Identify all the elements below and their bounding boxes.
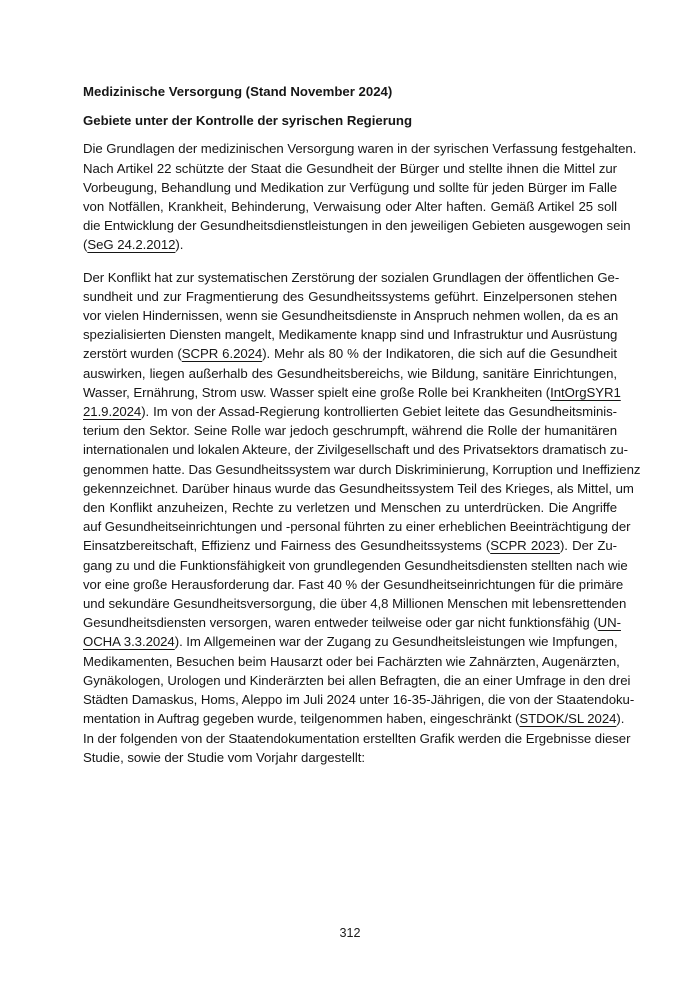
text-segment: Studie, sowie der Studie vom Vorjahr dargestellt: — [83, 749, 365, 765]
text-line — [83, 460, 641, 479]
text-segment: sundheit und zur Fragmentierung des Gesundheitssystems geführt. Einzelpersonen stehen — [83, 288, 617, 304]
paragraph — [83, 139, 637, 254]
reference-link[interactable]: UN- — [597, 615, 621, 631]
text-segment: den Konflikt anzuheizen, Rechte zu verletzen und Menschen zu unterdrücken. Die Angriffe — [83, 500, 617, 516]
text-segment: ). — [175, 237, 184, 253]
text-segment: ( — [83, 237, 88, 253]
text-segment: Wasser, Ernährung, Strom usw. Wasser spielt eine große Rolle bei Krankheiten ( — [83, 384, 551, 400]
reference-link[interactable]: SCPR 2023 — [490, 538, 560, 554]
text-segment: Medikamenten, Besuchen beim Hausarzt oder bei Fachärzten wie Zahnärzten, Augenärzten, — [83, 653, 620, 669]
text-segment: Der Konflikt hat zur systematischen Zerstörung der sozialen Grundlagen der öffentlichen Ge- — [83, 269, 620, 285]
reference-link[interactable]: SeG 24.2.2012 — [87, 237, 176, 253]
text-line — [83, 197, 617, 216]
text-segment: terium den Sektor. Seine Rolle war jedoch geschrumpft, während die Rolle der humanitären — [83, 423, 617, 439]
text-line — [83, 594, 627, 613]
text-line — [83, 440, 629, 459]
text-line — [83, 235, 617, 254]
text-segment: von Notfällen, Krankheit, Behinderung, Verwaisung oder Alter haften. Gemäß Artikel 25 soll — [83, 199, 617, 215]
text-line — [83, 536, 617, 555]
subsection-title: Gebiete unter der Kontrolle der syrischen Regierung — [83, 113, 413, 129]
text-line — [83, 268, 620, 287]
reference-link[interactable]: IntOrgSYR1 — [550, 384, 621, 400]
text-segment: gang zu und die Funktionsfähigkeit von grundlegenden Gesundheitsdiensten stellten nach wie — [83, 557, 628, 573]
text-line — [83, 421, 617, 440]
text-segment: vor eine große Herausforderung dar. Fast 40 % der Gesundheitseinrichtungen für die primäre — [83, 576, 624, 592]
text-segment: Städten Damaskus, Homs, Aleppo im Juli 2024 unter 16-35-Jährigen, die von der Staatendoku- — [83, 692, 635, 708]
text-segment: ). Im Allgemeinen war der Zugang zu Gesundheitsleistungen wie Impfungen, — [174, 634, 618, 650]
text-segment: Die Grundlagen der medizinischen Versorgung waren in der syrischen Verfassung festgehalten. — [83, 141, 637, 157]
text-segment: ). Mehr als 80 % der Indikatoren, die sich auf die Gesundheit — [262, 346, 617, 362]
text-line — [83, 671, 631, 690]
text-line — [83, 325, 617, 344]
text-line — [83, 364, 617, 383]
text-segment: zerstört wurden ( — [83, 346, 182, 362]
text-line — [83, 216, 631, 235]
text-segment: die Entwicklung der Gesundheitsdienstleistungen in den jeweiligen Gebieten ausgewogen sein — [83, 218, 631, 234]
reference-link[interactable]: STDOK/SL 2024 — [519, 711, 617, 727]
text-line — [83, 729, 631, 748]
text-line — [83, 479, 634, 498]
text-line — [83, 344, 617, 363]
text-segment: In der folgenden von der Staatendokumentation erstellten Grafik werden die Ergebnisse dieser — [83, 730, 631, 746]
text-segment: Gynäkologen, Urologen und Kinderärzten bei allen Befragten, die an einer Umfrage in den drei — [83, 672, 631, 688]
text-segment: Vorbeugung, Behandlung und Medikation zur Verfügung und sollte für jeden Bürger im Falle — [83, 179, 617, 195]
text-segment: auswirken, liegen außerhalb des Gesundheitsbereichs, wie Bildung, sanitäre Einrichtungen, — [83, 365, 617, 381]
text-line — [83, 498, 617, 517]
text-segment: gekennzeichnet. Darüber hinaus wurde das Gesundheitssystem Teil des Krieges, als Mittel, um — [83, 480, 634, 496]
text-line — [83, 556, 628, 575]
text-line — [83, 287, 617, 306]
body-text — [83, 139, 641, 767]
text-segment: auf Gesundheitseinrichtungen und -personal führten zu einer erheblichen Beeinträchtigung der — [83, 519, 631, 535]
paragraph — [83, 268, 641, 767]
text-segment: Nach Artikel 22 schützte der Staat die Gesundheit der Bürger und stellte ihnen die Mittel zur — [83, 160, 617, 176]
text-line — [83, 517, 631, 536]
text-segment: mentation in Auftrag gegeben wurde, teilgenommen haben, eingeschränkt ( — [83, 711, 520, 727]
text-segment: ). — [616, 711, 625, 727]
reference-link[interactable]: OCHA 3.3.2024 — [83, 634, 175, 650]
text-line — [83, 690, 635, 709]
text-segment: Einsatzbereitschaft, Effizienz und Fairness des Gesundheitssystems ( — [83, 538, 491, 554]
text-line — [83, 748, 617, 767]
text-line — [83, 402, 617, 421]
text-segment: und sekundäre Gesundheitsversorgung, die über 4,8 Millionen Menschen mit lebensrettenden — [83, 596, 627, 612]
text-line — [83, 306, 617, 325]
text-segment: ). Der Zu- — [559, 538, 617, 554]
text-line — [83, 652, 620, 671]
text-segment: Gesundheitsdiensten versorgen, waren entweder teilweise oder gar nicht funktionsfähig ( — [83, 615, 598, 631]
text-segment: genommen hatte. Das Gesundheitssystem war durch Diskriminierung, Korruption und Ineffizienz — [83, 461, 641, 477]
text-line — [83, 575, 624, 594]
text-line — [83, 709, 625, 728]
text-line — [83, 159, 617, 178]
text-line — [83, 383, 621, 402]
text-line — [83, 139, 637, 158]
text-segment: internationalen und lokalen Akteure, der Zivilgesellschaft und des Privatsektors dramatisch zu- — [83, 442, 629, 458]
text-line — [83, 613, 621, 632]
text-line — [83, 178, 617, 197]
text-segment: ). Im von der Assad-Regierung kontrollierten Gebiet leitete das Gesundheitsminis- — [141, 404, 617, 420]
section-title: Medizinische Versorgung (Stand November 2024) — [83, 84, 393, 99]
reference-link[interactable]: 21.9.2024 — [83, 404, 142, 420]
text-segment: spezialisierten Diensten mangelt, Medikamente knapp sind und Infrastruktur und Ausrüstung — [83, 327, 618, 343]
document-content — [83, 82, 641, 767]
text-segment: vor vielen Hindernissen, wenn sie Gesundheitsdienste in Anspruch nehmen wollen, da es an — [83, 308, 619, 324]
page-number: 312 — [339, 926, 361, 940]
text-line — [83, 632, 617, 651]
reference-link[interactable]: SCPR 6.2024 — [181, 346, 263, 362]
